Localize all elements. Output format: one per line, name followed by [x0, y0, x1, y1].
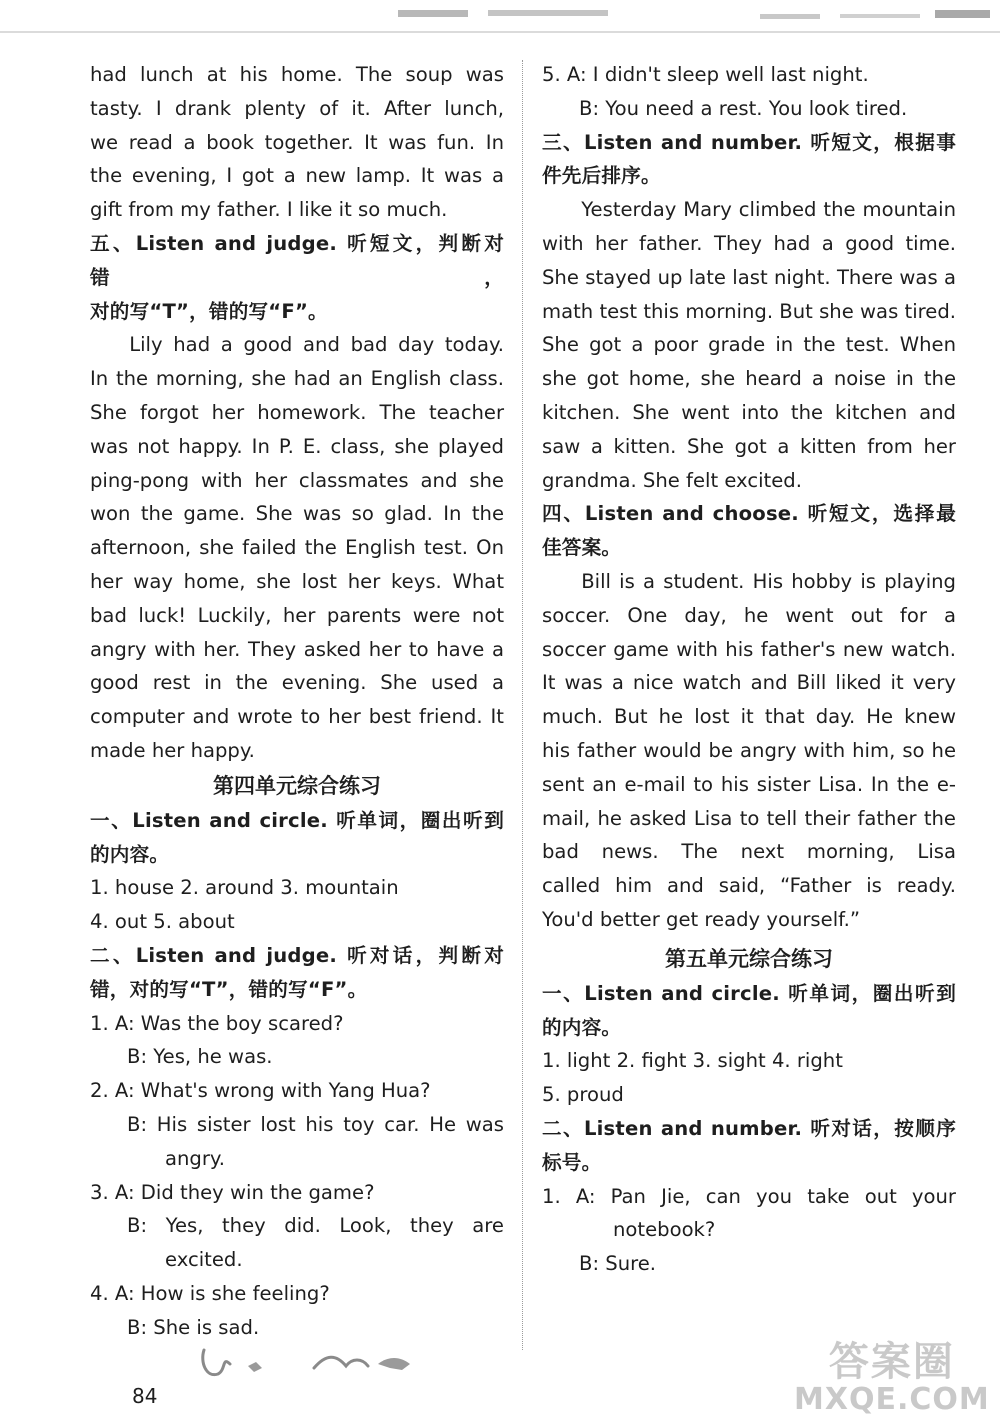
text-line: gift from my father. I like it so much.	[90, 198, 448, 222]
dialogue-line: B: Sure.	[579, 1252, 657, 1276]
text-line: with her father. They had a good time.	[542, 231, 956, 255]
page-number: 84	[132, 1384, 158, 1408]
dialogue-line: 1. A: Pan Jie, can you take out your	[542, 1184, 956, 1208]
section-heading: 一、Listen and circle. 听单词，圈出听到	[90, 808, 504, 832]
unit-title: 第五单元综合练习	[665, 946, 833, 971]
text-line: sent an e-mail to his sister Lisa. In the e-	[542, 772, 956, 796]
dialogue-line: 3. A: Did they win the game?	[90, 1180, 375, 1204]
text-line: was not happy. In P. E. class, she played	[90, 434, 504, 458]
text-line: mail, he asked Lisa to tell their father the	[542, 806, 956, 830]
text-line: saw a kitten. She got a kitten from her	[542, 434, 956, 458]
section-heading: 件先后排序。	[542, 164, 661, 188]
text-line: the evening, I got a new lamp. It was a	[90, 164, 504, 188]
text-line: bad news. The next morning, Lisa	[542, 840, 956, 864]
dialogue-line: 1. A: Was the boy scared?	[90, 1011, 344, 1035]
list-item: 1. house 2. around 3. mountain	[90, 876, 399, 900]
list-item: 5. proud	[542, 1083, 624, 1107]
text-line: his father would be angry with him, so he	[542, 738, 956, 762]
text-line: won the game. She was so glad. In the	[90, 502, 504, 526]
section-heading: 佳答案。	[542, 536, 622, 560]
dialogue-line: B: She is sad.	[127, 1315, 260, 1339]
section-heading: 错，对的写“T”，错的写“F”。	[90, 977, 368, 1001]
column-divider	[522, 60, 523, 1350]
text-line: math test this morning. But she was tired.	[542, 299, 956, 323]
text-line: It was a nice watch and Bill liked it very	[542, 671, 956, 695]
text-line: afternoon, she failed the English test. On	[90, 536, 504, 560]
text-line: called him and said, “Father is ready.	[542, 874, 956, 898]
section-heading: 三、Listen and number. 听短文，根据事	[542, 130, 956, 154]
dialogue-line: B: His sister lost his toy car. He was	[127, 1112, 504, 1136]
text-line: had lunch at his home. The soup was	[90, 63, 504, 86]
dialogue-line: 5. A: I didn't sleep well last night.	[542, 63, 869, 86]
section-heading: 二、Listen and judge. 听对话，判断对	[90, 943, 504, 967]
text-line: You'd better get ready yourself.”	[542, 907, 860, 931]
text-line: In the morning, she had an English class.	[90, 367, 504, 391]
unit-title: 第四单元综合练习	[213, 773, 381, 798]
text-line: tasty. I drank plenty of it. After lunch,	[90, 96, 504, 120]
text-line: bad luck! Luckily, her parents were not	[90, 603, 504, 627]
text-line: computer and wrote to her best friend. It	[90, 705, 504, 729]
section-heading: 五、Listen and judge. 听短文，判断对错，	[90, 231, 504, 289]
text-line: ping-pong with her classmates and she	[90, 468, 504, 492]
dialogue-line: 2. A: What's wrong with Yang Hua?	[90, 1079, 431, 1103]
dialogue-line: B: Yes, they did. Look, they are	[127, 1214, 504, 1238]
text-line: made her happy.	[90, 738, 255, 762]
text-line: soccer game with his father's new watch.	[542, 637, 956, 661]
dialogue-line: B: Yes, he was.	[127, 1045, 273, 1069]
text-line: angry with her. They asked her to have a	[90, 637, 504, 661]
text-line: kitchen. She went into the kitchen and	[542, 400, 956, 424]
text-line: grandma. She felt excited.	[542, 468, 802, 492]
text-line: we read a book together. It was fun. In	[90, 130, 504, 154]
watermark-logo-text: 答案圈	[828, 1339, 955, 1385]
decorative-doodle-icon	[196, 1344, 426, 1384]
text-line: She forgot her homework. The teacher	[90, 400, 504, 424]
section-heading: 一、Listen and circle. 听单词，圈出听到	[542, 981, 956, 1005]
text-line: good rest in the evening. She used a	[90, 671, 504, 695]
text-line: She got a poor grade in the test. When	[542, 333, 956, 357]
text-line: much. But he lost it that day. He knew	[542, 705, 956, 729]
top-header-band	[0, 0, 1000, 40]
text-line: soccer. One day, he went out for a	[542, 603, 956, 627]
text-line: Bill is a student. His hobby is playing	[581, 569, 956, 593]
list-item: 1. light 2. fight 3. sight 4. right	[542, 1049, 843, 1073]
text-line: She stayed up late last night. There was a	[542, 265, 956, 289]
section-heading: 对的写“T”，错的写“F”。	[90, 299, 328, 323]
dialogue-line: B: You need a rest. You look tired.	[579, 96, 908, 120]
left-column	[90, 58, 504, 1344]
text-line: Lily had a good and bad day today.	[129, 333, 504, 357]
text-line: she got home, she heard a noise in the	[542, 367, 956, 391]
dialogue-line: excited.	[165, 1248, 243, 1272]
dialogue-line: notebook?	[613, 1218, 716, 1242]
list-item: 4. out 5. about	[90, 910, 235, 934]
section-heading: 四、Listen and choose. 听短文，选择最	[542, 502, 956, 526]
watermark	[794, 1340, 990, 1416]
right-column	[542, 58, 956, 1281]
section-heading: 二、Listen and number. 听对话，按顺序	[542, 1116, 956, 1140]
dialogue-line: 4. A: How is she feeling?	[90, 1281, 330, 1305]
section-heading: 的内容。	[90, 842, 170, 866]
text-line: her way home, she lost her keys. What	[90, 569, 504, 593]
dialogue-line: angry.	[165, 1146, 225, 1170]
section-heading: 标号。	[542, 1150, 602, 1174]
watermark-url-text: MXQE.COM	[794, 1382, 990, 1417]
text-line: Yesterday Mary climbed the mountain	[581, 198, 956, 222]
section-heading: 的内容。	[542, 1015, 622, 1039]
